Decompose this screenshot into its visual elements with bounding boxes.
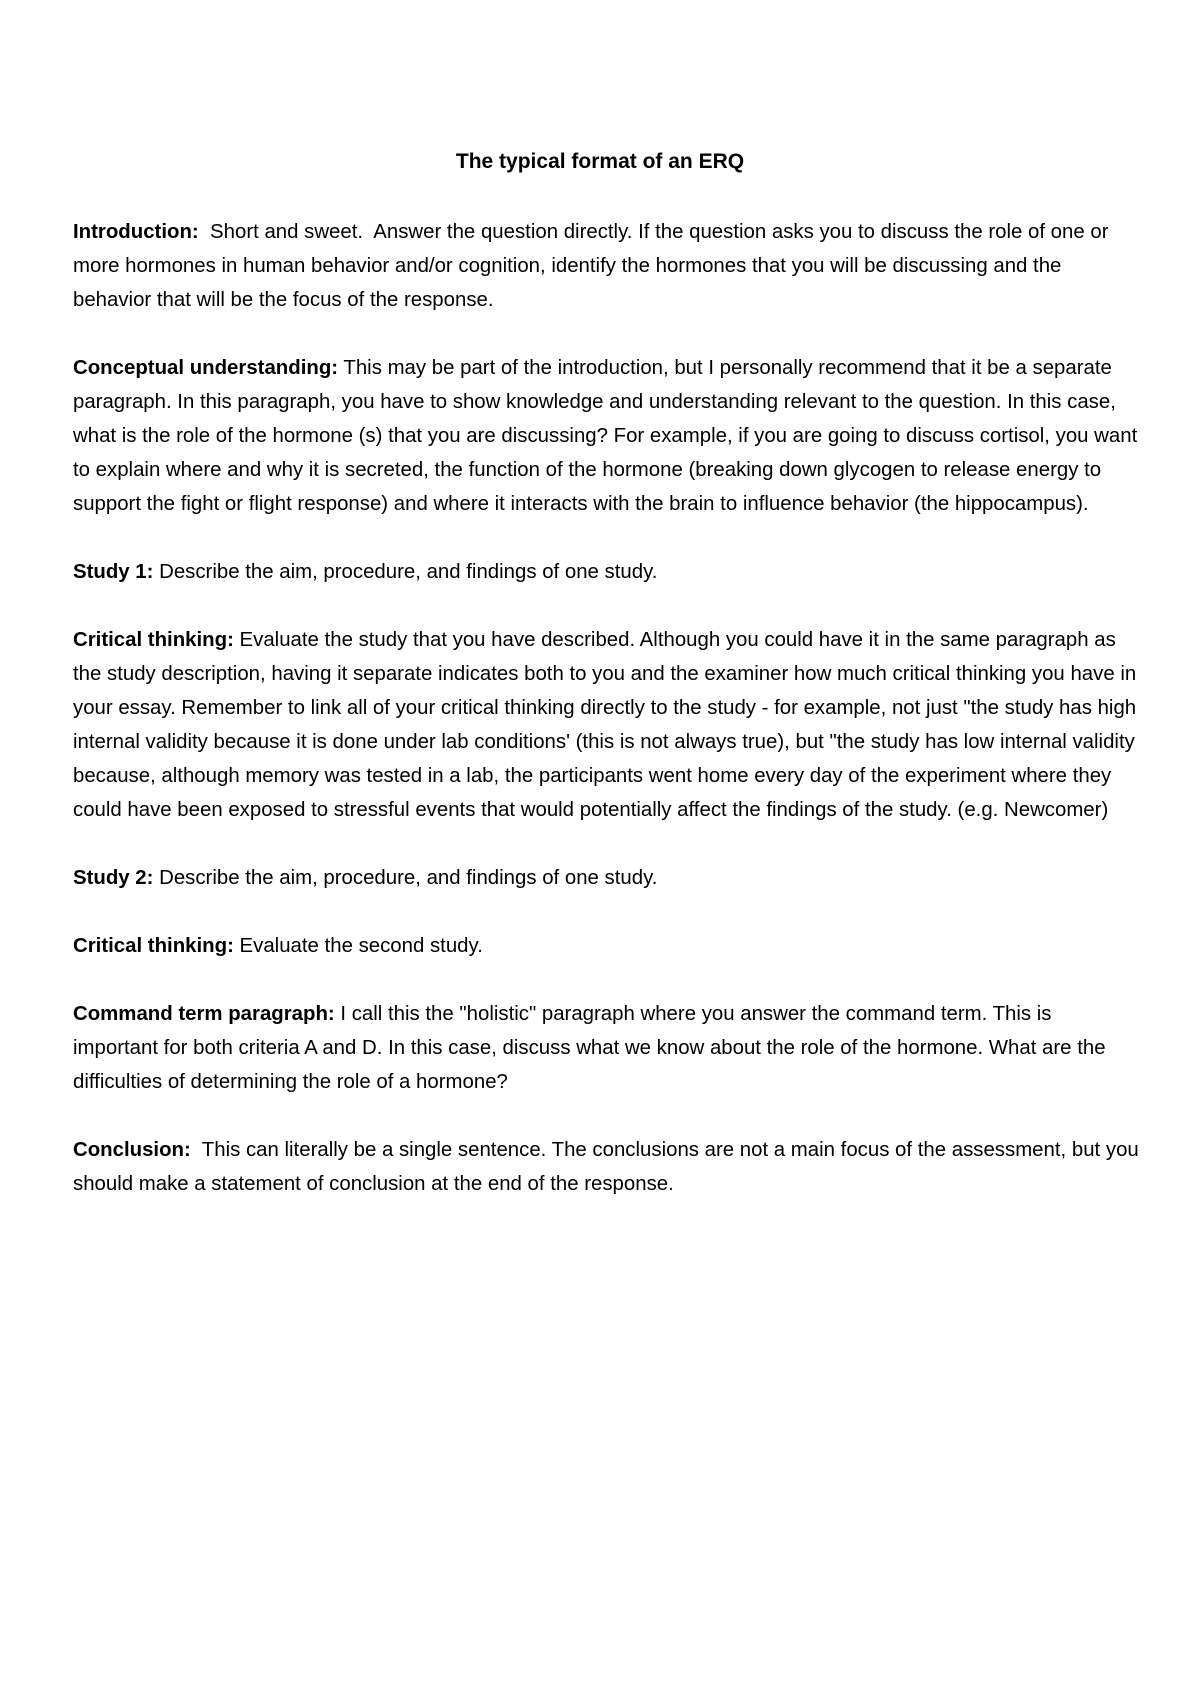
paragraph-text: I call this the "holistic" paragraph where you answer the command term. This is important for both criteria A and D. In this case, discuss what we know about the role of the hormone. What are the difficulties of determining the role of a hormone? xyxy=(73,1003,1106,1093)
paragraph-label: Command term paragraph: xyxy=(73,1003,335,1025)
paragraph-text: Describe the aim, procedure, and findings of one study. xyxy=(153,867,658,889)
paragraph-text: Describe the aim, procedure, and findings of one study. xyxy=(153,561,658,583)
paragraph-study-2 xyxy=(73,861,1141,895)
paragraph-text: Short and sweet. Answer the question directly. If the question asks you to discuss the role of one or more hormones in human behavior and/or cognition, identify the hormones that you will be discussing and the behavior that will be the focus of the response. xyxy=(73,221,1115,311)
paragraph-label: Critical thinking: xyxy=(73,935,234,957)
paragraph-text: Evaluate the second study. xyxy=(233,935,483,957)
paragraph-introduction xyxy=(73,215,1141,317)
paragraph-label: Conclusion: xyxy=(73,1139,191,1161)
document-body xyxy=(73,215,1145,1235)
paragraph-command-term xyxy=(73,997,1141,1099)
paragraph-text: This may be part of the introduction, but I personally recommend that it be a separate paragraph. In this paragraph, you have to show knowledge and understanding relevant to the question. In this case, what is the role of the hormone (s) that you are discussing? For example, if you are going to discuss cortisol, you want to explain where and why it is secreted, the function of the hormone (breaking down glycogen to release energy to support the fight or flight response) and where it interacts with the brain to influence behavior (the hippocampus). xyxy=(73,357,1138,515)
paragraph-conceptual-understanding xyxy=(73,351,1141,521)
paragraph-label: Study 2: xyxy=(73,867,154,889)
paragraph-label: Introduction: xyxy=(73,221,199,243)
paragraph-label: Critical thinking: xyxy=(73,629,234,651)
paragraph-label: Conceptual understanding: xyxy=(73,357,339,379)
document-title: The typical format of an ERQ xyxy=(455,150,745,173)
paragraph-conclusion xyxy=(73,1133,1145,1201)
paragraph-label: Study 1: xyxy=(73,561,154,583)
paragraph-text: Evaluate the study that you have described. Although you could have it in the same paragraph as the study description, having it separate indicates both to you and the examiner how much critical thinking you have in your essay. Remember to link all of your critical thinking directly to the study - for example, not just "the study has high internal validity because it is done under lab conditions' (this is not always true), but "the study has low internal validity because, although memory was tested in a lab, the participants went home every day of the experiment where they could have been exposed to stressful events that would potentially affect the findings of the study. (e.g. Newcomer) xyxy=(73,629,1137,821)
paragraph-text: This can literally be a single sentence. The conclusions are not a main focus of the assessment, but you should make a statement of conclusion at the end of the response. xyxy=(73,1139,1145,1195)
paragraph-critical-thinking-1 xyxy=(73,623,1141,827)
paragraph-critical-thinking-2 xyxy=(73,929,1141,963)
paragraph-study-1 xyxy=(73,555,1141,589)
